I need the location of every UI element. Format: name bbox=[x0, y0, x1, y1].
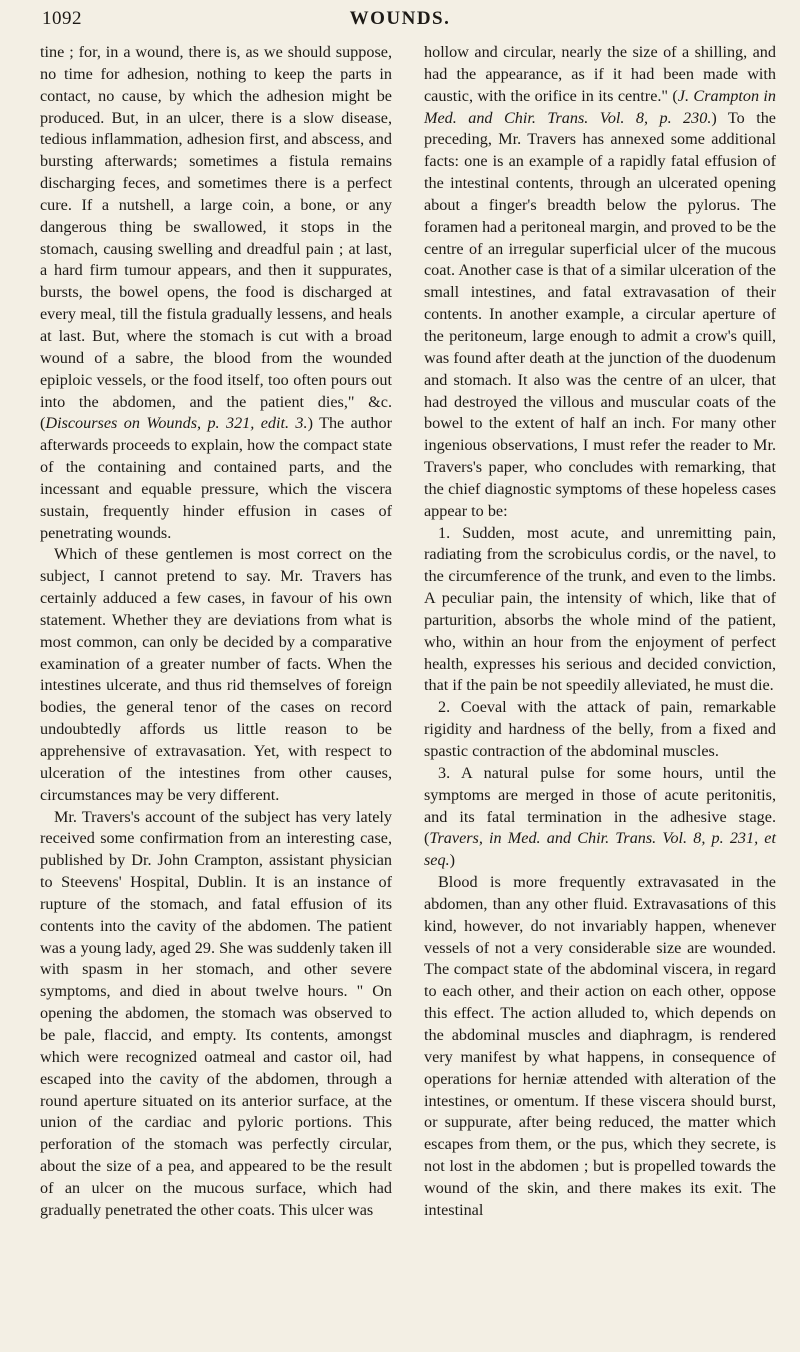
paragraph: tine ; for, in a wound, there is, as we should suppose, no time for adhesion, nothing to keep the parts in contact, no cause, by which the adhesion might be produced. But, in an ulcer, there is a slow disease, tedious inflammation, adhesion first, and abscess, and bursting afterwards; sometimes a fistula remains discharging feces, and sometimes there is a perfect cure. If a nutshell, a large coin, a bone, or any dangerous thing be swallowed, it stops in the stomach, causing swelling and dreadful pain ; at last, a hard firm tumour appears, and then it suppurates, bursts, the bowel opens, the food is discharged at every meal, till the fistula gradually lessens, and heals at last. But, where the stomach is cut with a broad wound of a sabre, the blood from the wounded epiploic vessels, or the food itself, too often pours out into the abdomen, and the patient dies," &c. (Discourses on Wounds, p. 321, edit. 3.) The author afterwards proceeds to explain, how the compact state of the containing and contained parts, and the incessant and equable pressure, which the viscera sustain, frequently hinder effusion in cases of penetrating wounds. bbox=[40, 43, 392, 542]
paragraph: Blood is more frequently extravasated in the abdomen, than any other fluid. Extravasations of this kind, however, do not invariably happen, whenever vessels of not a very considerable size are wounded. The compact state of the abdominal viscera, in regard to each other, and their action on each other, oppose this effect. The action alluded to, which depends on the abdominal muscles and diaphragm, is rendered very manifest by what happens, in consequence of operations for herniæ attended with alteration of the intestines, or omentum. If these viscera should burst, or suppurate, after being reduced, the matter which escapes from them, or the pus, which they secrete, is not lost in the abdomen ; but is propelled towards the wound of the skin, and there makes its exit. The intestinal bbox=[424, 873, 776, 1219]
symptom-item: 2. Coeval with the attack of pain, remarkable rigidity and hardness of the belly, from a fixed and spastic contraction of the abdominal muscles. bbox=[424, 698, 776, 760]
citation: Discourses on Wounds, p. 321, edit. 3. bbox=[45, 414, 308, 433]
paragraph: hollow and circular, nearly the size of a shilling, and had the appearance, as if it had been made with caustic, with the orifice in its centre." (J. Crampton in Med. and Chir. Trans. Vol. 8, p. 230.) To the preceding, Mr. Travers has annexed some additional facts: one is an example of a rapidly fatal effusion of the intestinal contents, through an ulcerated opening about a finger's breadth below the pylorus. The foramen had a peritoneal margin, and proved to be the centre of an irregular superficial ulcer of the mucous coat. Another case is that of a similar ulceration of the small intestines, and fatal extravasation of their contents. In another example, a circular aperture of the peritoneum, large enough to admit a crow's quill, was found after death at the junction of the duodenum and stomach. It also was the centre of an ulcer, that had destroyed the villous and muscular coats of the bowel to the extent of half an inch. For many other ingenious observations, I must refer the reader to Mr. Travers's paper, who concludes with remarking, that the chief diagnostic symptoms of these hopeless cases appear to be: bbox=[424, 43, 777, 520]
page-header bbox=[0, 6, 800, 36]
paragraph: Which of these gentlemen is most correct on the subject, I cannot pretend to say. Mr. Travers has certainly adduced a few cases, in favour of his own statement. Whether they are deviations from what is most common, can only be decided by a comparative examination of a greater number of facts. When the intestines ulcerate, and thus rid themselves of foreign bodies, the general tenor of the cases on record undoubtedly affords us little reason to be apprehensive of extravasation. Yet, with respect to ulceration of the intestines from other causes, circumstances may be very different. bbox=[40, 545, 392, 804]
citation: J. Crampton in Med. and Chir. Trans. Vol. 8, p. 230. bbox=[424, 86, 777, 127]
citation: Travers, in Med. and Chir. Trans. Vol. 8, p. 231, et seq. bbox=[424, 829, 776, 870]
right-column bbox=[424, 42, 776, 1222]
running-title: WOUNDS. bbox=[349, 8, 451, 29]
symptom-item: 1. Sudden, most acute, and unremitting pain, radiating from the scrobiculus cordis, or the navel, to the circumference of the trunk, and even to the limbs. A peculiar pain, the intensity of which, like that of parturition, absorbs the whole mind of the patient, who, within an hour from the enjoyment of perfect health, expresses his serious and decided conviction, that if the pain be not speedily alleviated, he must die. bbox=[424, 523, 776, 695]
page-number: 1092 bbox=[42, 8, 82, 29]
symptom-item: 3. A natural pulse for some hours, until the symptoms are merged in those of acute peritonitis, and its fatal termination in the adhesive stage. (Travers, in Med. and Chir. Trans. Vol. 8, p. 231, et seq.) bbox=[424, 763, 776, 870]
left-column bbox=[40, 42, 392, 1222]
paragraph: Mr. Travers's account of the subject has very lately received some confirmation from an interesting case, published by Dr. John Crampton, assistant physician to Steevens' Hospital, Dublin. It is an instance of rupture of the stomach, and fatal effusion of its contents into the cavity of the abdomen. The patient was a young lady, aged 29. She was suddenly taken ill with spasm in her stomach, and other severe symptoms, and died in about twelve hours. " On opening the abdomen, the stomach was observed to be pale, flaccid, and empty. Its contents, amongst which were recognized oatmeal and castor oil, had escaped into the cavity of the abdomen, through a round aperture situated on its anterior surface, at the union of the cardiac and pyloric portions. This perforation of the stomach was perfectly circular, about the size of a pea, and appeared to be the result of an ulcer on the mucous surface, which had gradually penetrated the other coats. This ulcer was bbox=[40, 807, 392, 1219]
